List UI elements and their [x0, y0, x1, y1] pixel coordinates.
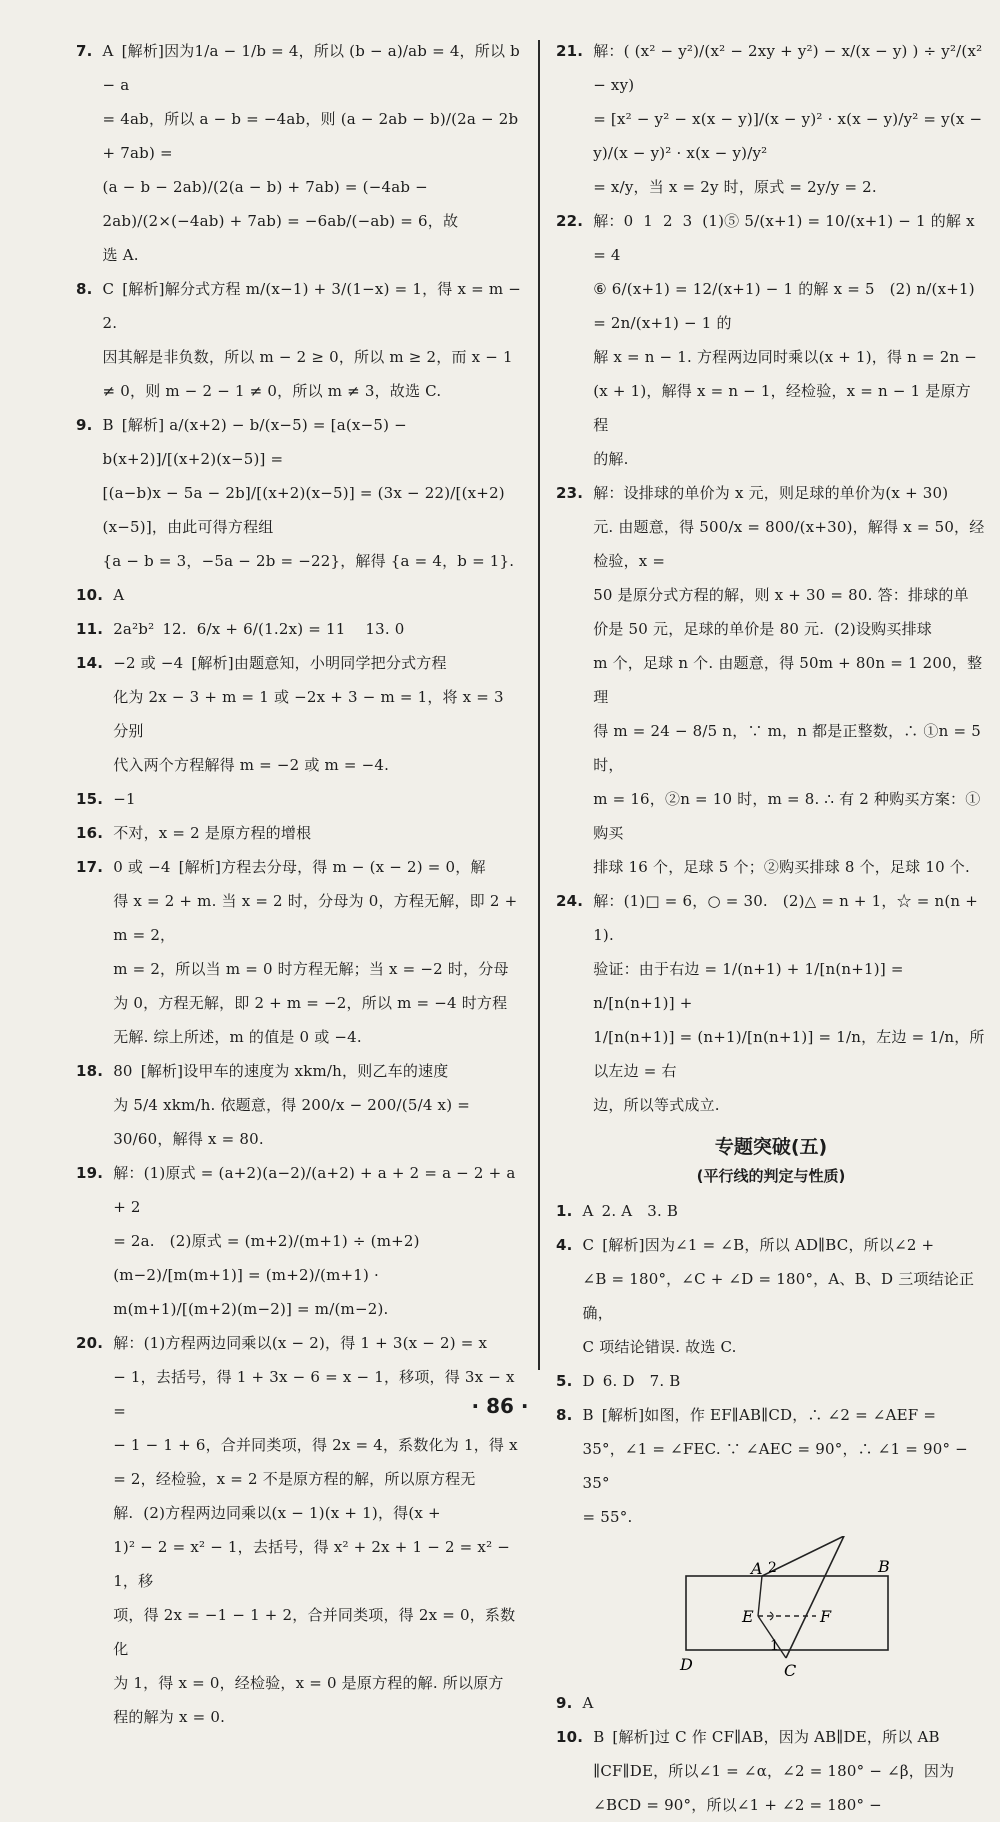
answer-item: [556, 1364, 986, 1398]
item-line: 的解.: [593, 450, 629, 468]
item-answer: 不对，x = 2 是原方程的增根: [113, 824, 312, 842]
item-number: 8.: [76, 280, 93, 298]
item-line: ≠ 0，则 m − 2 − 1 ≠ 0，所以 m ≠ 3，故选 C.: [102, 382, 442, 400]
item-line: 价是 50 元，足球的单价是 80 元. (2)设购买排球: [593, 620, 932, 638]
answer-item: [76, 782, 522, 816]
item-answer: A: [113, 586, 125, 604]
item-line: = 4ab，所以 a − b = −4ab，则 (a − 2ab − b)/(2a − 2b + 7ab) =: [102, 110, 524, 162]
item-line: ⑥ 6/(x+1) = 12/(x+1) − 1 的解 x = 5 (2) n/(x+1) = 2n/(x+1) − 1 的: [593, 280, 980, 332]
item-line: 元. 由题意，得 500/x = 800/(x+30)，解得 x = 50，经检验，x =: [593, 518, 985, 570]
item-body: [583, 1194, 679, 1228]
item-line: m = 16，②n = 10 时，m = 8. ∴ 有 2 种购买方案：①购买: [593, 790, 981, 842]
item-line: C 项结论错误. 故选 C.: [582, 1338, 737, 1356]
answer-item: [76, 1156, 522, 1326]
left-column: [76, 34, 526, 1734]
item-body: [113, 646, 522, 782]
item-body: [593, 1720, 954, 1822]
item-number: 18.: [76, 1062, 104, 1080]
item-line: 无解. 综上所述，m 的值是 0 或 −4.: [113, 1028, 362, 1046]
item-number: 4.: [556, 1236, 573, 1254]
item-line: 程的解为 x = 0.: [113, 1708, 226, 1726]
item-answer: D: [582, 1372, 595, 1390]
answer-item: [556, 1720, 986, 1822]
item-answer: −2 或 −4: [113, 654, 184, 672]
item-line: 2. A 3. B: [601, 1202, 679, 1220]
item-body: [113, 1054, 522, 1156]
label-2: 2: [768, 1560, 777, 1576]
item-line: (x + 1)，解得 x = n − 1，经检验，x = n − 1 是原方程: [593, 382, 971, 434]
answer-item: [76, 578, 522, 612]
item-number: 5.: [556, 1372, 573, 1390]
item-line: − 1，去括号，得 1 + 3x − 6 = x − 1，移项，得 3x − x =: [113, 1368, 520, 1420]
item-line: ∠B = 180°，∠C + ∠D = 180°，A、B、D 三项结论正确，: [582, 1270, 975, 1322]
answer-item: [556, 1194, 986, 1228]
section-title: 专题突破(五): [714, 1136, 828, 1158]
item-line: 化为 2x − 3 + m = 1 或 −2x + 3 − m = 1，将 x = 3 分别: [113, 688, 509, 740]
item-line: − 1 − 1 + 6，合并同类项，得 2x = 4，系数化为 1，得 x: [113, 1436, 518, 1454]
item-line: 解：设排球的单价为 x 元，则足球的单价为(x + 30): [593, 484, 949, 502]
label-e: E: [742, 1607, 754, 1626]
answer-item: [76, 408, 522, 578]
item-line: [解析]因为1/a − 1/b = 4，所以 (b − a)/ab = 4，所以 b − a: [102, 42, 525, 94]
item-number: 21.: [556, 42, 584, 60]
answer-item: [76, 612, 522, 646]
item-line: 选 A.: [102, 246, 139, 264]
label-d: D: [680, 1655, 693, 1674]
answer-item: [556, 204, 986, 476]
item-number: 1.: [556, 1202, 573, 1220]
page-number: · 86 ·: [471, 1394, 529, 1418]
item-line: 12. 6/x + 6/(1.2x) = 11 13. 0: [162, 620, 405, 638]
item-number: 17.: [76, 858, 104, 876]
item-line: [解析]因为∠1 = ∠B，所以 AD∥BC，所以∠2 +: [602, 1236, 935, 1254]
item-number: 20.: [76, 1334, 104, 1352]
item-number: 24.: [556, 892, 584, 910]
answer-item: [76, 850, 522, 1054]
answer-item: [76, 816, 522, 850]
item-line: [解析]设甲车的速度为 xkm/h，则乙车的速度: [140, 1062, 449, 1080]
answer-item: [556, 1228, 986, 1364]
item-number: 8.: [556, 1406, 573, 1424]
item-body: [593, 884, 986, 1122]
item-body: [102, 272, 526, 408]
item-body: [583, 1398, 986, 1534]
item-line: ∠BCD = 90°，所以∠1 + ∠2 = 180° −: [593, 1796, 882, 1814]
item-line: 项，得 2x = −1 − 1 + 2，合并同类项，得 2x = 0，系数化: [113, 1606, 516, 1658]
item-line: [解析] a/(x+2) − b/(x−5) = [a(x−5) − b(x+2)]/[(x+2)(x−5)] =: [102, 416, 412, 468]
item-answer: C: [102, 280, 115, 298]
item-number: 7.: [76, 42, 93, 60]
item-answer: B: [593, 1728, 605, 1746]
item-number: 23.: [556, 484, 584, 502]
item-line: 解：( (x² − y²)/(x² − 2xy + y²) − x/(x − y) ) ÷ y²/(x² − xy): [593, 42, 988, 94]
label-a: A: [751, 1559, 763, 1578]
item-line: = 2a. (2)原式 = (m+2)/(m+1) ÷ (m+2)(m−2)/[m(m+1)] = (m+2)/(m+1) ·: [113, 1232, 420, 1284]
item-answer: A: [582, 1202, 594, 1220]
item-body: [113, 850, 522, 1054]
item-line: = x/y，当 x = 2y 时，原式 = 2y/y = 2.: [593, 178, 877, 196]
item-body: [593, 34, 986, 204]
item-line: 边，所以等式成立.: [593, 1096, 720, 1114]
item-line: 50 是原分式方程的解，则 x + 30 = 80. 答：排球的单: [593, 586, 969, 604]
section-items: [556, 1194, 986, 1534]
item-line: 1/[n(n+1)] = (n+1)/[n(n+1)] = 1/n，左边 = 1/n，所以左边 = 右: [593, 1028, 985, 1080]
answer-item: [76, 272, 526, 408]
answer-item: [556, 884, 986, 1122]
item-line: 6. D 7. B: [602, 1372, 681, 1390]
answer-item: [556, 34, 986, 204]
item-line: m 个，足球 n 个. 由题意，得 50m + 80n = 1 200，整理: [593, 654, 983, 706]
item-line: = 55°.: [582, 1508, 633, 1526]
item-line: 解 x = n − 1. 方程两边同时乘以(x + 1)，得 n = 2n −: [593, 348, 978, 366]
item-answer: C: [582, 1236, 595, 1254]
item-line: 35°，∠1 = ∠FEC. ∵ ∠AEC = 90°，∴ ∠1 = 90° − 35°: [582, 1440, 973, 1492]
item-line: [(a−b)x − 5a − 2b]/[(x+2)(x−5)] = (3x − 22)/[(x+2)(x−5)]，由此可得方程组: [102, 484, 505, 536]
item-number: 22.: [556, 212, 584, 230]
item-line: 解：(1)□ = 6，○ = 30. (2)△ = n + 1，☆ = n(n + 1).: [593, 892, 983, 944]
parallel-lines-figure: [676, 1536, 916, 1686]
right-column: [556, 34, 986, 1822]
item-line: (a − b − 2ab)/(2(a − b) + 7ab) = (−4ab − 2ab)/(2×(−4ab) + 7ab) = −6ab/(−ab) = 6，故: [102, 178, 459, 230]
column-divider: [538, 40, 540, 1370]
line-ae: [758, 1576, 762, 1616]
item-line: = 2，经检验，x = 2 不是原方程的解，所以原方程无: [113, 1470, 476, 1488]
section-subtitle: (平行线的判定与性质): [696, 1167, 846, 1185]
item-body: [113, 578, 132, 612]
item-line: 解. (2)方程两边同乘以(x − 1)(x + 1)，得(x +: [113, 1504, 441, 1522]
item-line: 为 1，得 x = 0，经检验，x = 0 是原方程的解. 所以原方: [113, 1674, 504, 1692]
item-line: 解：(1)方程两边同乘以(x − 2)，得 1 + 3(x − 2) = x: [113, 1334, 488, 1352]
item-line: 因其解是非负数，所以 m − 2 ≥ 0，所以 m ≥ 2，而 x − 1: [102, 348, 513, 366]
item-body: [102, 34, 525, 272]
item-number: 9.: [556, 1694, 573, 1712]
right-items: [556, 34, 986, 1122]
item-line: 解：0 1 2 3 (1)⑤ 5/(x+1) = 10/(x+1) − 1 的解 x = 4: [593, 212, 980, 264]
item-body: [593, 204, 986, 476]
label-1: 1: [770, 1638, 779, 1654]
item-answer: 0 或 −4: [113, 858, 171, 876]
label-f: F: [820, 1607, 832, 1626]
answer-item: [556, 1686, 986, 1720]
item-number: 15.: [76, 790, 104, 808]
item-body: [113, 1156, 522, 1326]
tail-items: [556, 1686, 986, 1822]
item-line: ∥CF∥DE，所以∠1 = ∠α，∠2 = 180° − ∠β，因为: [593, 1762, 955, 1780]
answer-item: [556, 1398, 986, 1534]
item-line: 得 x = 2 + m. 当 x = 2 时，分母为 0，方程无解，即 2 + m = 2，: [113, 892, 523, 944]
item-line: 得 m = 24 − 8/5 n，∵ m，n 都是正整数，∴ ①n = 5 时，: [593, 722, 986, 774]
item-line: [解析]方程去分母，得 m − (x − 2) = 0，解: [178, 858, 486, 876]
item-line: = [x² − y² − x(x − y)]/(x − y)² · x(x − y)/y² = y(x − y)/(x − y)² · x(x − y)/y²: [593, 110, 988, 162]
item-body: [103, 408, 522, 578]
item-line: [解析]解分式方程 m/(x−1) + 3/(1−x) = 1，得 x = m − 2.: [102, 280, 526, 332]
item-answer: A: [102, 42, 114, 60]
answer-item: [76, 34, 525, 272]
item-number: 11.: [76, 620, 104, 638]
item-answer: −1: [113, 790, 136, 808]
item-number: 9.: [76, 416, 93, 434]
item-line: m(m+1)/[(m+2)(m−2)] = m/(m−2).: [113, 1300, 389, 1318]
item-body: [113, 782, 144, 816]
label-b: B: [878, 1557, 890, 1576]
item-number: 16.: [76, 824, 104, 842]
item-answer: 80: [113, 1062, 133, 1080]
answer-item: [76, 1054, 522, 1156]
item-line: {a − b = 3，−5a − 2b = −22}，解得 {a = 4，b = 1}.: [102, 552, 515, 570]
item-body: [593, 476, 986, 884]
item-answer: B: [102, 416, 114, 434]
item-line: [解析]由题意知，小明同学把分式方程: [191, 654, 447, 672]
item-line: 为 0，方程无解，即 2 + m = −2，所以 m = −4 时方程: [113, 994, 508, 1012]
item-line: 验证：由于右边 = 1/(n+1) + 1/[n(n+1)] = n/[n(n+1)] +: [593, 960, 909, 1012]
item-line: [解析]过 C 作 CF∥AB，因为 AB∥DE，所以 AB: [612, 1728, 940, 1746]
item-line: m = 2，所以当 m = 0 时方程无解；当 x = −2 时，分母: [113, 960, 509, 978]
answer-item: [556, 476, 986, 884]
item-number: 19.: [76, 1164, 104, 1182]
item-line: 代入两个方程解得 m = −2 或 m = −4.: [113, 756, 390, 774]
item-line: 排球 16 个，足球 5 个；②购买排球 8 个，足球 10 个.: [593, 858, 970, 876]
answer-item: [76, 1326, 522, 1734]
label-c: C: [784, 1661, 797, 1680]
item-line: 1)² − 2 = x² − 1，去括号，得 x² + 2x + 1 − 2 = x² − 1，移: [113, 1538, 515, 1590]
item-number: 10.: [76, 586, 104, 604]
item-line: 为 5/4 xkm/h. 依题意，得 200/x − 200/(5/4 x) = 30/60，解得 x = 80.: [113, 1096, 475, 1148]
answer-item: [76, 646, 522, 782]
item-answer: A: [582, 1694, 594, 1712]
item-body: [113, 1326, 522, 1734]
item-body: [583, 1364, 681, 1398]
item-answer: 2a²b²: [113, 620, 155, 638]
rectangle-shape: [686, 1576, 888, 1650]
item-body: [113, 612, 404, 646]
item-body: [113, 816, 319, 850]
item-line: [解析]如图，作 EF∥AB∥CD，∴ ∠2 = ∠AEF =: [601, 1406, 937, 1424]
item-line: 解：(1)原式 = (a+2)(a−2)/(a+2) + a + 2 = a − 2 + a + 2: [113, 1164, 521, 1216]
item-number: 10.: [556, 1728, 584, 1746]
item-body: [583, 1228, 986, 1364]
item-answer: B: [582, 1406, 594, 1424]
item-number: 14.: [76, 654, 104, 672]
item-body: [583, 1686, 602, 1720]
